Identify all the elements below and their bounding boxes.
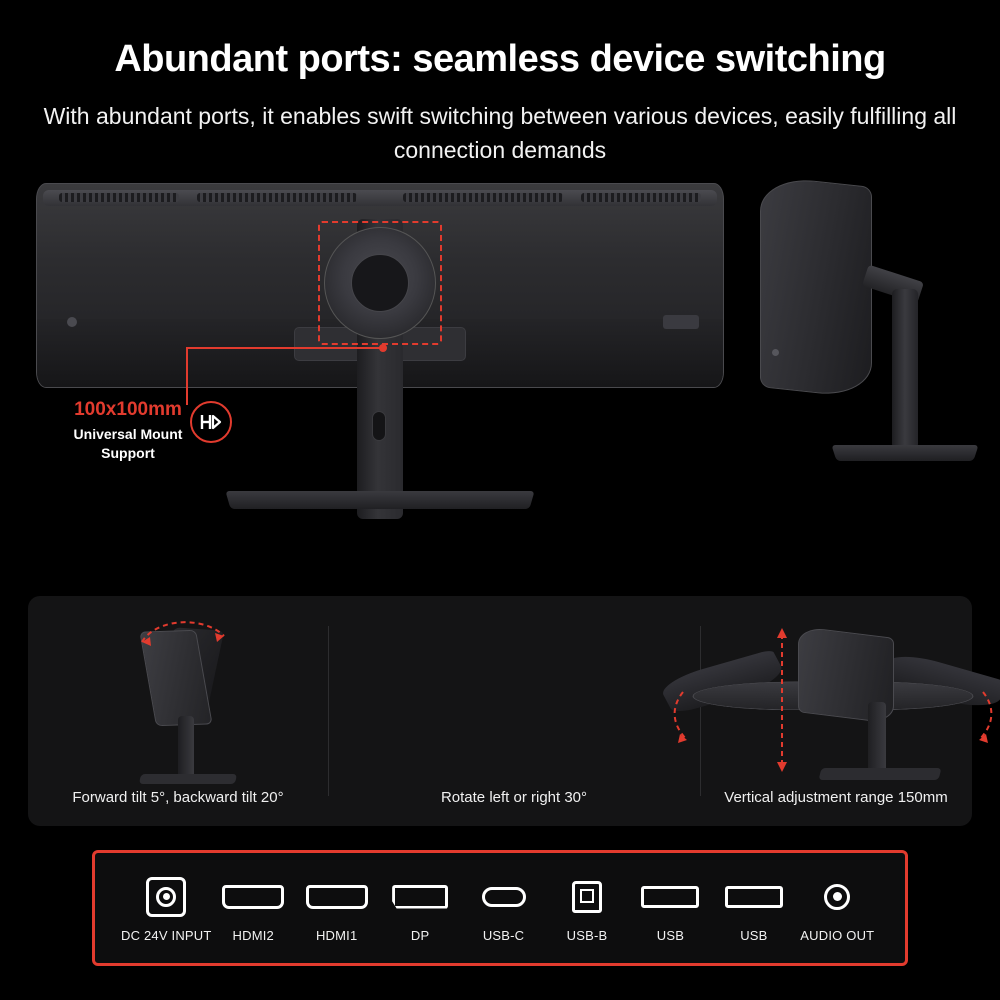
tilt-caption: Forward tilt 5°, backward tilt 20° bbox=[72, 789, 284, 806]
port-label: USB bbox=[740, 927, 768, 943]
displayport-icon bbox=[392, 874, 448, 920]
monitor-side-view-image bbox=[742, 181, 962, 511]
port-label: USB bbox=[656, 927, 685, 943]
port-label: DP bbox=[410, 927, 430, 943]
port-label: DC 24V INPUT bbox=[121, 927, 212, 943]
rear-port-slot bbox=[663, 315, 699, 329]
base-leg-left bbox=[225, 491, 390, 509]
rear-button-dot bbox=[67, 317, 77, 327]
port-audio-out bbox=[796, 874, 879, 943]
port-usb-a-1 bbox=[629, 874, 712, 943]
swivel-caption: Rotate left or right 30° bbox=[440, 789, 588, 806]
port-label: AUDIO OUT bbox=[800, 927, 875, 943]
vent-grille-right bbox=[581, 193, 701, 202]
port-usb-a-2 bbox=[712, 874, 795, 943]
tilt-diagram-icon bbox=[106, 616, 276, 786]
side-panel-body bbox=[760, 175, 872, 399]
callout-connector-vertical bbox=[186, 347, 188, 405]
page-subtitle: With abundant ports, it enables swift switching between various devices, easily fulfilling all connection demands bbox=[43, 103, 957, 163]
vesa-callout-text bbox=[38, 399, 218, 463]
side-stand-base bbox=[834, 439, 976, 469]
dc-power-icon bbox=[146, 874, 186, 920]
side-base-leg-right bbox=[889, 445, 978, 461]
port-label: USB-B bbox=[566, 927, 608, 943]
usb-a-icon bbox=[641, 874, 699, 920]
base-leg-right bbox=[369, 491, 534, 509]
monitor-base bbox=[228, 483, 532, 517]
port-label: HDMI1 bbox=[315, 927, 358, 943]
usb-b-icon bbox=[572, 874, 602, 920]
port-hdmi2 bbox=[212, 874, 295, 943]
vent-grille-center-right bbox=[403, 193, 563, 202]
cable-management-slot bbox=[372, 411, 386, 441]
port-dp bbox=[378, 874, 461, 943]
ports-strip bbox=[92, 850, 908, 966]
hdmi-port-icon bbox=[222, 874, 284, 920]
callout-connector-horizontal bbox=[186, 347, 384, 349]
port-usb-b bbox=[545, 874, 628, 943]
vesa-highlight-box bbox=[318, 221, 442, 345]
hdmi-port-icon bbox=[306, 874, 368, 920]
vesa-size-label: 100x100mm bbox=[74, 399, 182, 420]
page-title: Abundant ports: seamless device switching bbox=[114, 38, 886, 80]
side-button-dot bbox=[772, 349, 779, 356]
adjustment-features-panel bbox=[28, 596, 972, 826]
port-label: HDMI2 bbox=[232, 927, 274, 943]
adjustment-item-tilt bbox=[28, 596, 328, 826]
port-usb-c bbox=[462, 874, 545, 943]
usb-c-icon bbox=[482, 874, 526, 920]
vent-grille-center-left bbox=[197, 193, 357, 202]
port-dc-24v-input bbox=[121, 874, 212, 943]
audio-jack-icon bbox=[824, 874, 850, 920]
hero-product-images bbox=[0, 183, 1000, 523]
usb-a-icon bbox=[725, 874, 783, 920]
adjustment-item-swivel bbox=[328, 596, 700, 826]
adjustment-item-height bbox=[700, 596, 972, 826]
height-caption: Vertical adjustment range 150mm bbox=[724, 789, 948, 806]
side-stand-column bbox=[892, 289, 918, 449]
vent-grille-left bbox=[59, 193, 179, 202]
vesa-support-line1: Universal Mount bbox=[73, 426, 183, 442]
port-label: USB-C bbox=[482, 927, 525, 943]
height-diagram-icon bbox=[764, 616, 944, 791]
port-hdmi1 bbox=[295, 874, 378, 943]
vesa-support-line2: Support bbox=[101, 445, 155, 461]
